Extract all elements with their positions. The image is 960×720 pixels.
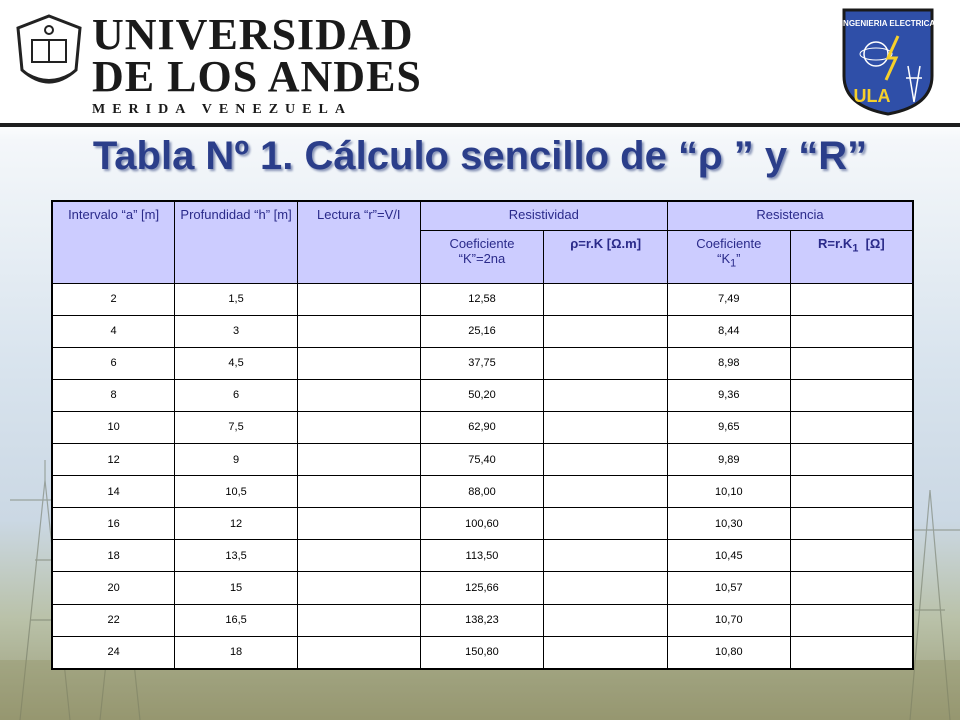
university-seal-icon — [14, 14, 84, 96]
cell-lectura — [297, 444, 420, 476]
cell-lectura — [297, 508, 420, 540]
header-coeficiente-k1 — [667, 230, 790, 283]
cell-coeficiente-k: 100,60 — [420, 508, 544, 540]
cell-rho — [544, 636, 668, 669]
header-banner — [0, 0, 960, 124]
cell-rho — [544, 444, 668, 476]
cell-coeficiente-k: 75,40 — [420, 444, 544, 476]
cell-profundidad: 3 — [175, 315, 298, 347]
badge-text-bottom: ULA — [853, 86, 891, 106]
cell-intervalo: 2 — [52, 283, 175, 315]
electrical-engineering-shield-icon — [838, 6, 938, 116]
cell-resistencia — [790, 476, 913, 508]
cell-lectura — [297, 572, 420, 604]
cell-lectura — [297, 411, 420, 443]
cell-lectura — [297, 604, 420, 636]
cell-profundidad: 16,5 — [175, 604, 298, 636]
cell-intervalo: 16 — [52, 508, 175, 540]
table-row — [52, 283, 913, 315]
cell-profundidad: 7,5 — [175, 411, 298, 443]
cell-coeficiente-k: 37,75 — [420, 347, 544, 379]
cell-resistencia — [790, 411, 913, 443]
cell-resistencia — [790, 636, 913, 669]
cell-coeficiente-k1: 10,70 — [667, 604, 790, 636]
cell-resistencia — [790, 379, 913, 411]
cell-profundidad: 13,5 — [175, 540, 298, 572]
cell-resistencia — [790, 572, 913, 604]
cell-coeficiente-k: 88,00 — [420, 476, 544, 508]
header-intervalo: Intervalo “a” [m] — [52, 201, 175, 283]
table-row — [52, 315, 913, 347]
cell-intervalo: 10 — [52, 411, 175, 443]
header-resistividad: Resistividad — [420, 201, 667, 230]
cell-coeficiente-k1: 9,36 — [667, 379, 790, 411]
cell-coeficiente-k: 125,66 — [420, 572, 544, 604]
cell-rho — [544, 604, 668, 636]
table-body — [52, 283, 913, 669]
cell-profundidad: 15 — [175, 572, 298, 604]
cell-rho — [544, 508, 668, 540]
cell-intervalo: 22 — [52, 604, 175, 636]
university-location: MERIDA VENEZUELA — [92, 102, 352, 117]
cell-resistencia — [790, 283, 913, 315]
cell-intervalo: 6 — [52, 347, 175, 379]
cell-lectura — [297, 476, 420, 508]
table-header — [52, 201, 913, 283]
cell-intervalo: 8 — [52, 379, 175, 411]
table-row — [52, 444, 913, 476]
cell-intervalo: 24 — [52, 636, 175, 669]
university-name-line2: DE LOS ANDES — [92, 52, 422, 101]
cell-coeficiente-k1: 9,65 — [667, 411, 790, 443]
cell-rho — [544, 540, 668, 572]
cell-coeficiente-k1: 7,49 — [667, 283, 790, 315]
cell-intervalo: 12 — [52, 444, 175, 476]
cell-profundidad: 9 — [175, 444, 298, 476]
cell-coeficiente-k: 113,50 — [420, 540, 544, 572]
cell-lectura — [297, 347, 420, 379]
university-name-line1: UNIVERSIDAD — [92, 10, 414, 59]
header-rho: ρ=r.K [Ω.m] — [544, 230, 668, 283]
cell-resistencia — [790, 444, 913, 476]
cell-profundidad: 4,5 — [175, 347, 298, 379]
table-row — [52, 379, 913, 411]
cell-coeficiente-k: 12,58 — [420, 283, 544, 315]
table-row — [52, 540, 913, 572]
coef-k1-label: Coeficiente — [696, 235, 762, 251]
cell-coeficiente-k1: 9,89 — [667, 444, 790, 476]
cell-coeficiente-k1: 10,10 — [667, 476, 790, 508]
coef-k1-subscript: 1 — [730, 257, 737, 270]
cell-intervalo: 20 — [52, 572, 175, 604]
cell-coeficiente-k1: 10,45 — [667, 540, 790, 572]
table-row — [52, 572, 913, 604]
cell-lectura — [297, 315, 420, 347]
header-profundidad: Profundidad “h” [m] — [175, 201, 298, 283]
cell-coeficiente-k1: 10,80 — [667, 636, 790, 669]
r-unit: [Ω] — [865, 235, 885, 251]
cell-coeficiente-k1: 10,57 — [667, 572, 790, 604]
header-resistencia: Resistencia — [667, 201, 913, 230]
page-title: Tabla Nº 1. Cálculo sencillo de “ρ ” y “R” — [92, 134, 868, 178]
cell-coeficiente-k1: 10,30 — [667, 508, 790, 540]
cell-rho — [544, 379, 668, 411]
university-wordmark — [92, 10, 422, 118]
cell-rho — [544, 476, 668, 508]
cell-profundidad: 18 — [175, 636, 298, 669]
cell-lectura — [297, 283, 420, 315]
cell-profundidad: 10,5 — [175, 476, 298, 508]
cell-profundidad: 6 — [175, 379, 298, 411]
cell-coeficiente-k: 25,16 — [420, 315, 544, 347]
cell-resistencia — [790, 604, 913, 636]
table-row — [52, 604, 913, 636]
cell-lectura — [297, 379, 420, 411]
coef-k1-symbol: “K — [717, 250, 731, 266]
coef-k1-end: ” — [736, 250, 741, 266]
cell-rho — [544, 572, 668, 604]
cell-rho — [544, 283, 668, 315]
resistivity-table — [51, 200, 914, 670]
cell-resistencia — [790, 540, 913, 572]
cell-intervalo: 18 — [52, 540, 175, 572]
r-subscript: 1 — [852, 242, 859, 255]
table-row — [52, 476, 913, 508]
badge-text-top: INGENIERIA ELECTRICA — [840, 19, 936, 28]
cell-rho — [544, 347, 668, 379]
table-row — [52, 411, 913, 443]
cell-lectura — [297, 636, 420, 669]
header-lectura: Lectura “r”=V/I — [297, 201, 420, 283]
r-label: R=r.K — [818, 235, 853, 251]
cell-rho — [544, 411, 668, 443]
cell-lectura — [297, 540, 420, 572]
cell-profundidad: 12 — [175, 508, 298, 540]
cell-coeficiente-k: 62,90 — [420, 411, 544, 443]
cell-coeficiente-k: 150,80 — [420, 636, 544, 669]
cell-coeficiente-k1: 8,44 — [667, 315, 790, 347]
cell-intervalo: 14 — [52, 476, 175, 508]
header-coeficiente-k: Coeficiente “K”=2na — [420, 230, 544, 283]
cell-resistencia — [790, 347, 913, 379]
cell-resistencia — [790, 315, 913, 347]
cell-resistencia — [790, 508, 913, 540]
table-row — [52, 636, 913, 669]
header-divider — [0, 123, 960, 127]
cell-intervalo: 4 — [52, 315, 175, 347]
table-row — [52, 347, 913, 379]
cell-rho — [544, 315, 668, 347]
cell-profundidad: 1,5 — [175, 283, 298, 315]
cell-coeficiente-k: 138,23 — [420, 604, 544, 636]
header-resistencia-r — [790, 230, 913, 283]
table-row — [52, 508, 913, 540]
cell-coeficiente-k: 50,20 — [420, 379, 544, 411]
cell-coeficiente-k1: 8,98 — [667, 347, 790, 379]
